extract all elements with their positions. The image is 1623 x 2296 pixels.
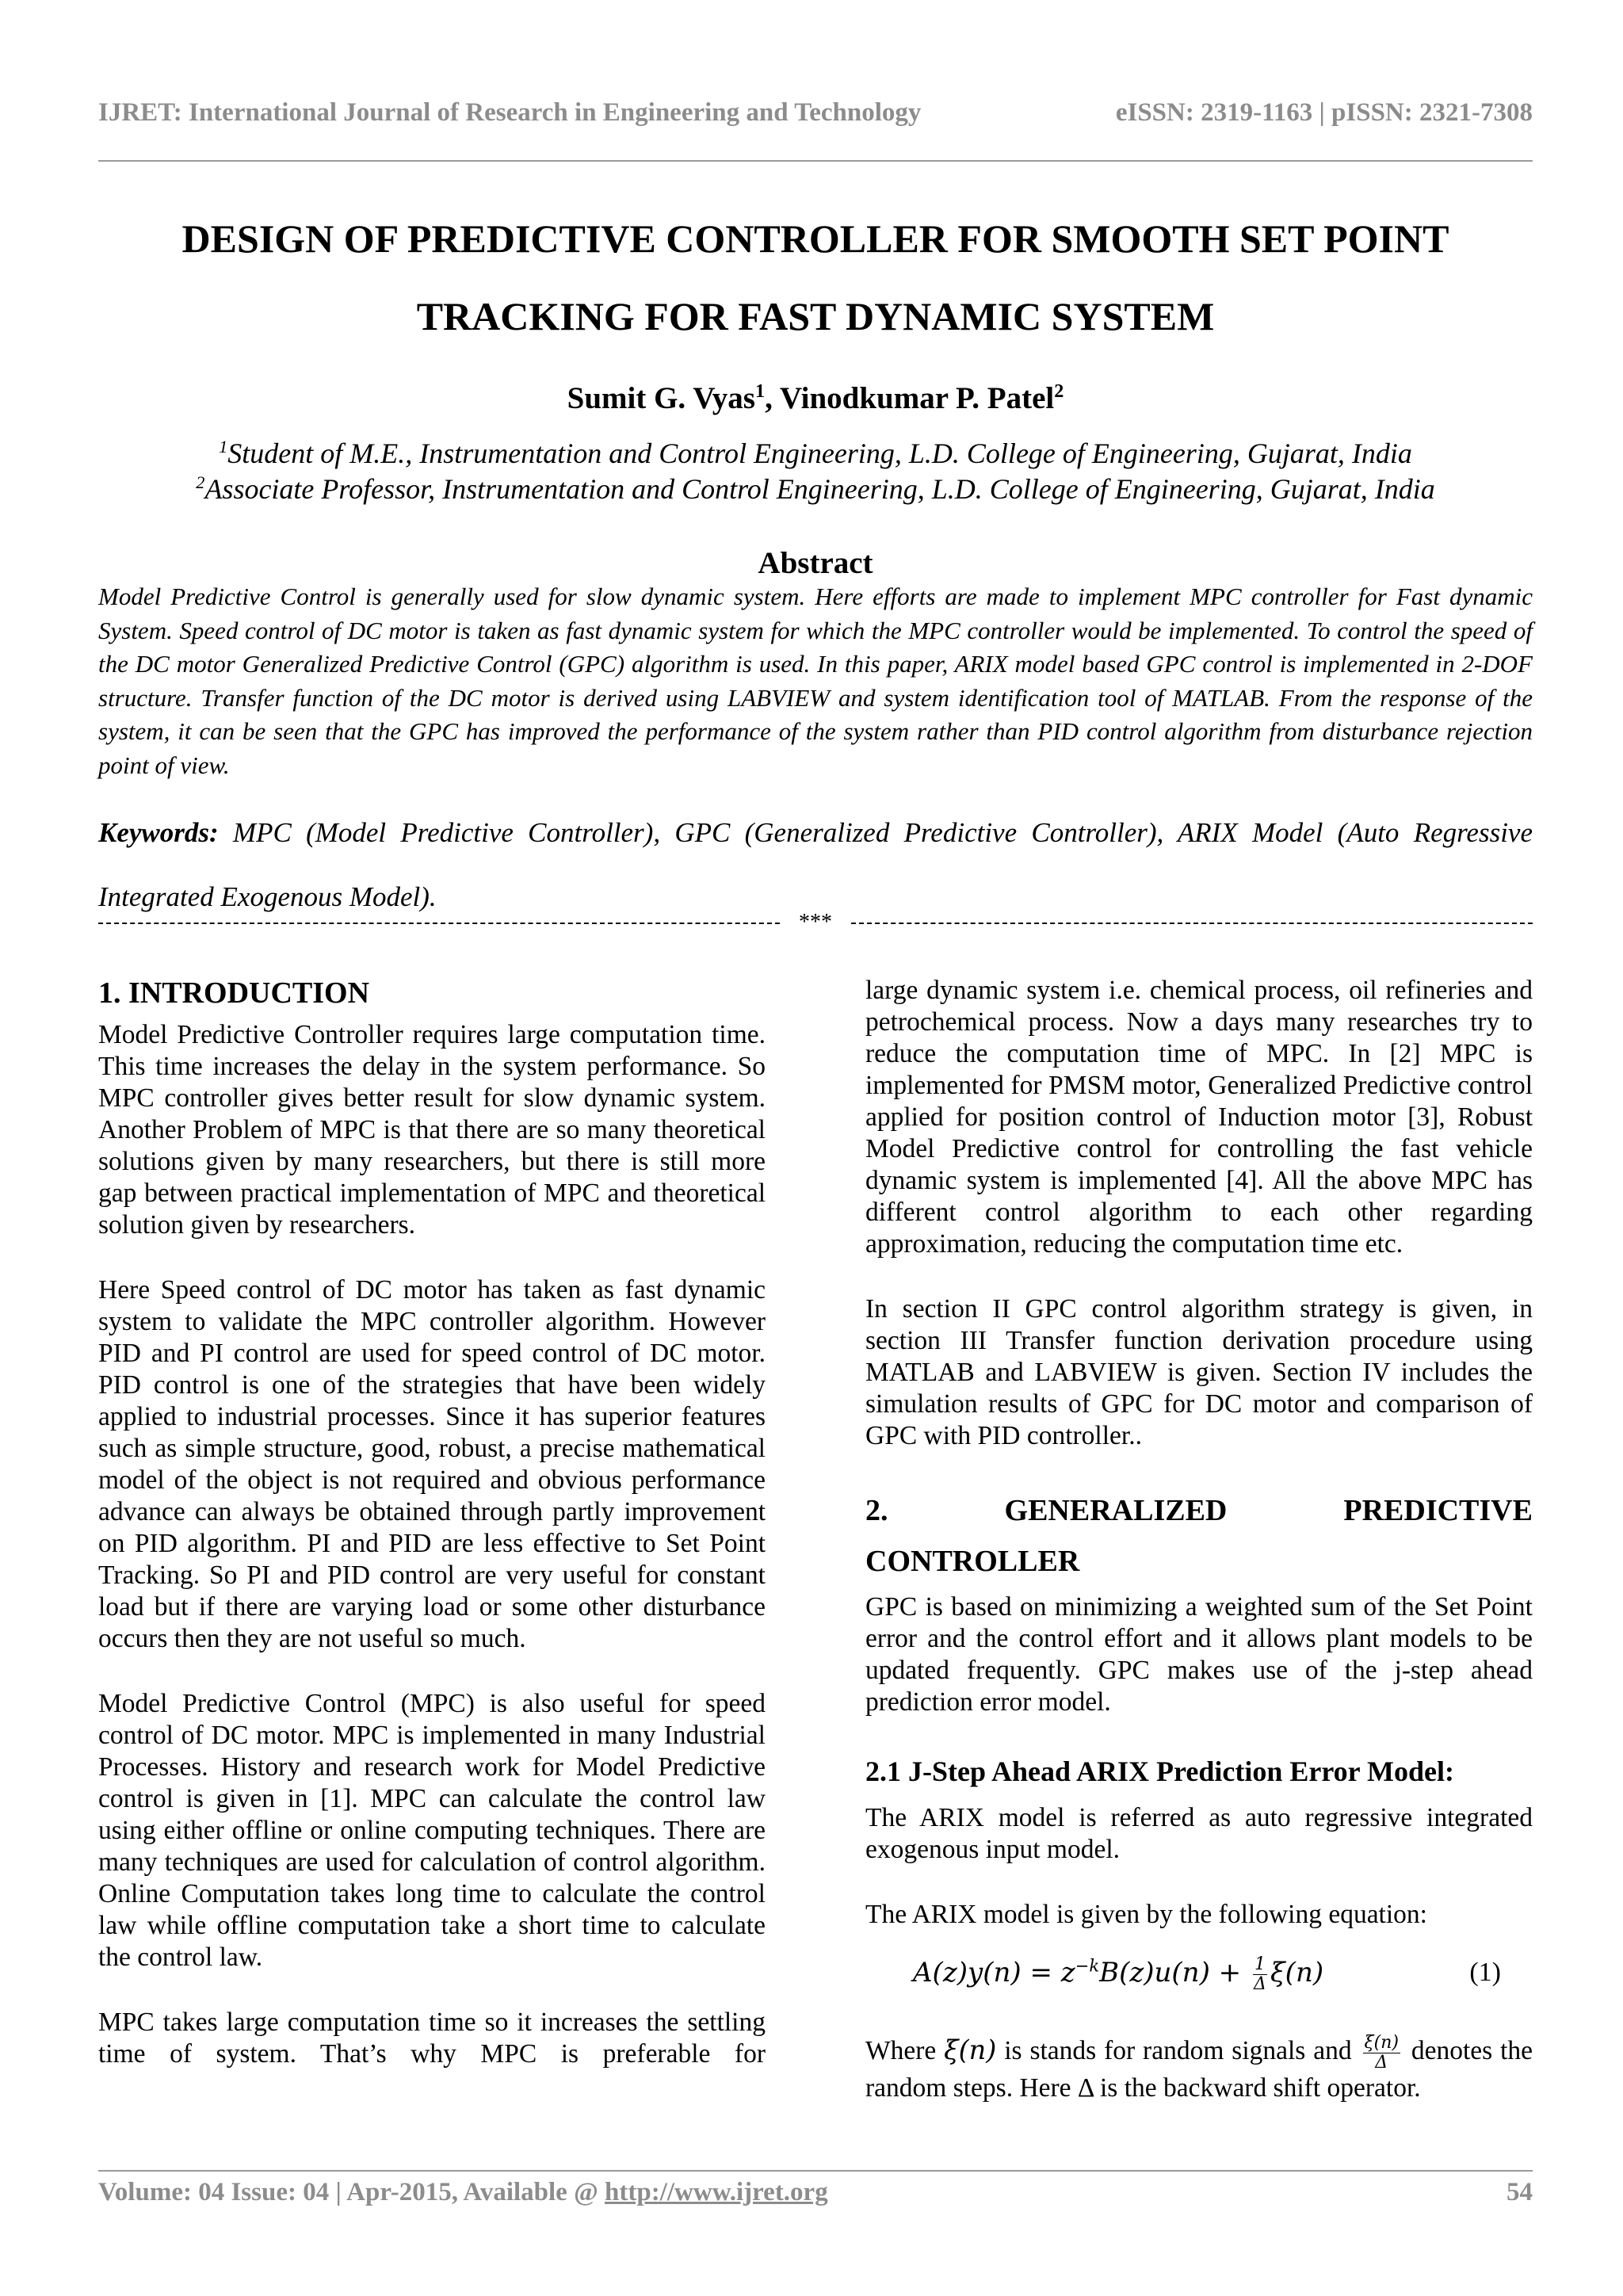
author-1: Sumit G. Vyas <box>567 381 755 415</box>
where-t1: Where <box>865 2036 945 2066</box>
left-column <box>98 975 766 2103</box>
where-t3: denotes the random steps. Here Δ is the backward shift operator. <box>865 2036 1533 2103</box>
footer-volume <box>98 2178 828 2207</box>
affiliation-1-sup: 1 <box>219 437 228 457</box>
running-header <box>98 98 1533 133</box>
section-2-word-1: GENERALIZED <box>1004 1494 1228 1527</box>
eq-frac-num: 1 <box>1254 1954 1266 1974</box>
equation-expression <box>913 1946 1323 1999</box>
author-2-sup: 2 <box>1054 380 1064 402</box>
eq-fraction <box>1253 1955 1267 1994</box>
author-2: Vinodkumar P. Patel <box>779 381 1055 415</box>
eq-exponent: −k <box>1075 1955 1100 1976</box>
eq-lhs: A(z)y(n) = z <box>913 1957 1075 1988</box>
affiliation-2-sup: 2 <box>196 472 205 492</box>
section-2-1-paragraph-2: The ARIX model is given by the following equation: <box>865 1900 1427 1929</box>
affiliation-1 <box>98 436 1533 472</box>
where-xi: ξ(n) <box>944 2034 997 2066</box>
intro-paragraph-6: In section II GPC control algorithm strategy is given, in section III Transfer function derivation procedure using MATLAB and LABVIEW is given. Section IV includes the simulation results of GPC for DC motor and comparison of GPC with PID controller.. <box>865 1294 1533 1450</box>
section-2-text: GPC is based on minimizing a weighted sum of the Set Point error and the control effort and it allows plant models to be updated frequently. GPC makes use of the j-step ahead prediction error model. <box>865 1592 1533 1717</box>
section-2-1-paragraph-1: The ARIX model is referred as auto regressive integrated exogenous input model. <box>865 1803 1533 1864</box>
keywords-label: Keywords: <box>98 817 219 848</box>
intro-paragraph-4: MPC takes large computation time so it increases the settling time of system. That’s why MPC is preferable for <box>98 2008 766 2069</box>
equation-1 <box>865 1946 1533 1999</box>
keywords-text: MPC (Model Predictive Controller), GPC (Generalized Predictive Controller), ARIX Model (Auto Regressive Integrated Exogenous Model). <box>98 817 1533 912</box>
intro-paragraph-1: Model Predictive Controller requires large computation time. This time increases the delay in the system performance. So MPC controller gives better result for slow dynamic system. Another Problem of MPC is that there are so many theoretical solutions given by many researchers, but there is still more gap between practical implementation of MPC and theoretical solution given by researchers. <box>98 1020 766 1240</box>
where-t2: is stands for random signals and <box>996 2036 1360 2066</box>
issn: eISSN: 2319-1163 | pISSN: 2321-7308 <box>1115 98 1533 127</box>
section-2-word-2: PREDICTIVE <box>1343 1494 1533 1527</box>
footer-url-link[interactable]: http://www.ijret.org <box>605 2178 828 2206</box>
eq-mid: B(z)u(n) + <box>1099 1957 1250 1988</box>
section-separator <box>98 911 1533 934</box>
author-1-sup: 1 <box>755 380 766 402</box>
section-2-number: 2. <box>865 1494 888 1527</box>
affiliation-2 <box>98 472 1533 507</box>
eq-frac-den: Δ <box>1254 1973 1266 1994</box>
title-line-2: TRACKING FOR FAST DYNAMIC SYSTEM <box>416 294 1215 338</box>
author-list <box>98 379 1533 418</box>
paper-title <box>98 200 1533 355</box>
section-2-heading-cont: CONTROLLER <box>865 1545 1080 1578</box>
page-number: 54 <box>1507 2178 1533 2206</box>
section-1-heading: 1. INTRODUCTION <box>98 976 370 1010</box>
eq-tail: ξ(n) <box>1270 1957 1324 1988</box>
affiliation-1-text: Student of M.E., Instrumentation and Control Engineering, L.D. College of Engineering, Gujarat, India <box>227 437 1412 469</box>
intro-paragraph-5: large dynamic system i.e. chemical process, oil refineries and petrochemical process. Now a days many researches try to reduce the computation time of MPC. In [2] MPC is implemented for PMSM motor, Generalized Predictive control applied for position control of Induction motor [3], Robust Model Predictive control for controlling the fast vehicle dynamic system is implemented [4]. All the above MPC has different control algorithm to each other regarding approximation, reducing the computation time etc. <box>865 976 1533 1259</box>
equation-number: (1) <box>1469 1958 1501 1987</box>
title-line-1: DESIGN OF PREDICTIVE CONTROLLER FOR SMOOTH SET POINT <box>181 216 1449 261</box>
intro-paragraph-3: Model Predictive Control (MPC) is also useful for speed control of DC motor. MPC is implemented in many Industrial Processes. History and research work for Model Predictive control is given in [1]. MPC can calculate the control law using either offline or online computing techniques. There are many techniques are used for calculation of control algorithm. Online Computation takes long time to calculate the control law while offline computation take a short time to calculate the control law. <box>98 1689 766 1972</box>
footer-rule <box>98 2170 1533 2172</box>
abstract-text: Model Predictive Control is generally used for slow dynamic system. Here efforts are made to implement MPC controller for Fast dynamic System. Speed control of DC motor is taken as fast dynamic system for which the MPC controller would be implemented. To control the speed of the DC motor Generalized Predictive Control (GPC) algorithm is used. In this paper, ARIX model based GPC control is implemented in 2-DOF structure. Transfer function of the DC motor is derived using LABVIEW and system identification tool of MATLAB. From the response of the system, it can be seen that the GPC has improved the performance of the system rather than PID control algorithm from disturbance rejection point of view. <box>98 583 1533 779</box>
footer-volume-text: Volume: 04 Issue: 04 | Apr-2015, Available @ <box>98 2178 605 2206</box>
affiliations <box>98 436 1533 507</box>
section-2-1-heading: 2.1 J-Step Ahead ARIX Prediction Error Model: <box>865 1755 1454 1787</box>
separator-stars: *** <box>791 910 840 934</box>
where-frac-num: ξ(n) <box>1364 2033 1399 2053</box>
running-footer <box>98 2178 1533 2213</box>
right-column <box>865 975 1533 2137</box>
where-frac-den: Δ <box>1375 2053 1388 2073</box>
where-paragraph <box>865 2034 1533 2104</box>
journal-name: IJRET: International Journal of Research in Engineering and Technology <box>98 98 922 127</box>
abstract-heading: Abstract <box>758 546 873 580</box>
author-separator: , <box>765 381 780 415</box>
header-rule <box>98 160 1533 162</box>
intro-paragraph-2: Here Speed control of DC motor has taken as fast dynamic system to validate the MPC controller algorithm. However PID and PI control are used for speed control of DC motor. PID control is one of the strategies that have been widely applied to industrial processes. Since it has superior features such as simple structure, good, robust, a precise mathematical model of the object is not required and obvious performance advance can always be obtained through partly improvement on PID algorithm. PI and PID are less effective to Set Point Tracking. So PI and PID control are very useful for constant load but if there are varying load or some other disturbance occurs then they are not useful so much. <box>98 1275 766 1653</box>
affiliation-2-text: Associate Professor, Instrumentation and Control Engineering, L.D. College of Engineering, Gujarat, India <box>204 473 1435 505</box>
section-2-heading <box>865 1485 1533 1536</box>
where-fraction <box>1363 2034 1400 2073</box>
